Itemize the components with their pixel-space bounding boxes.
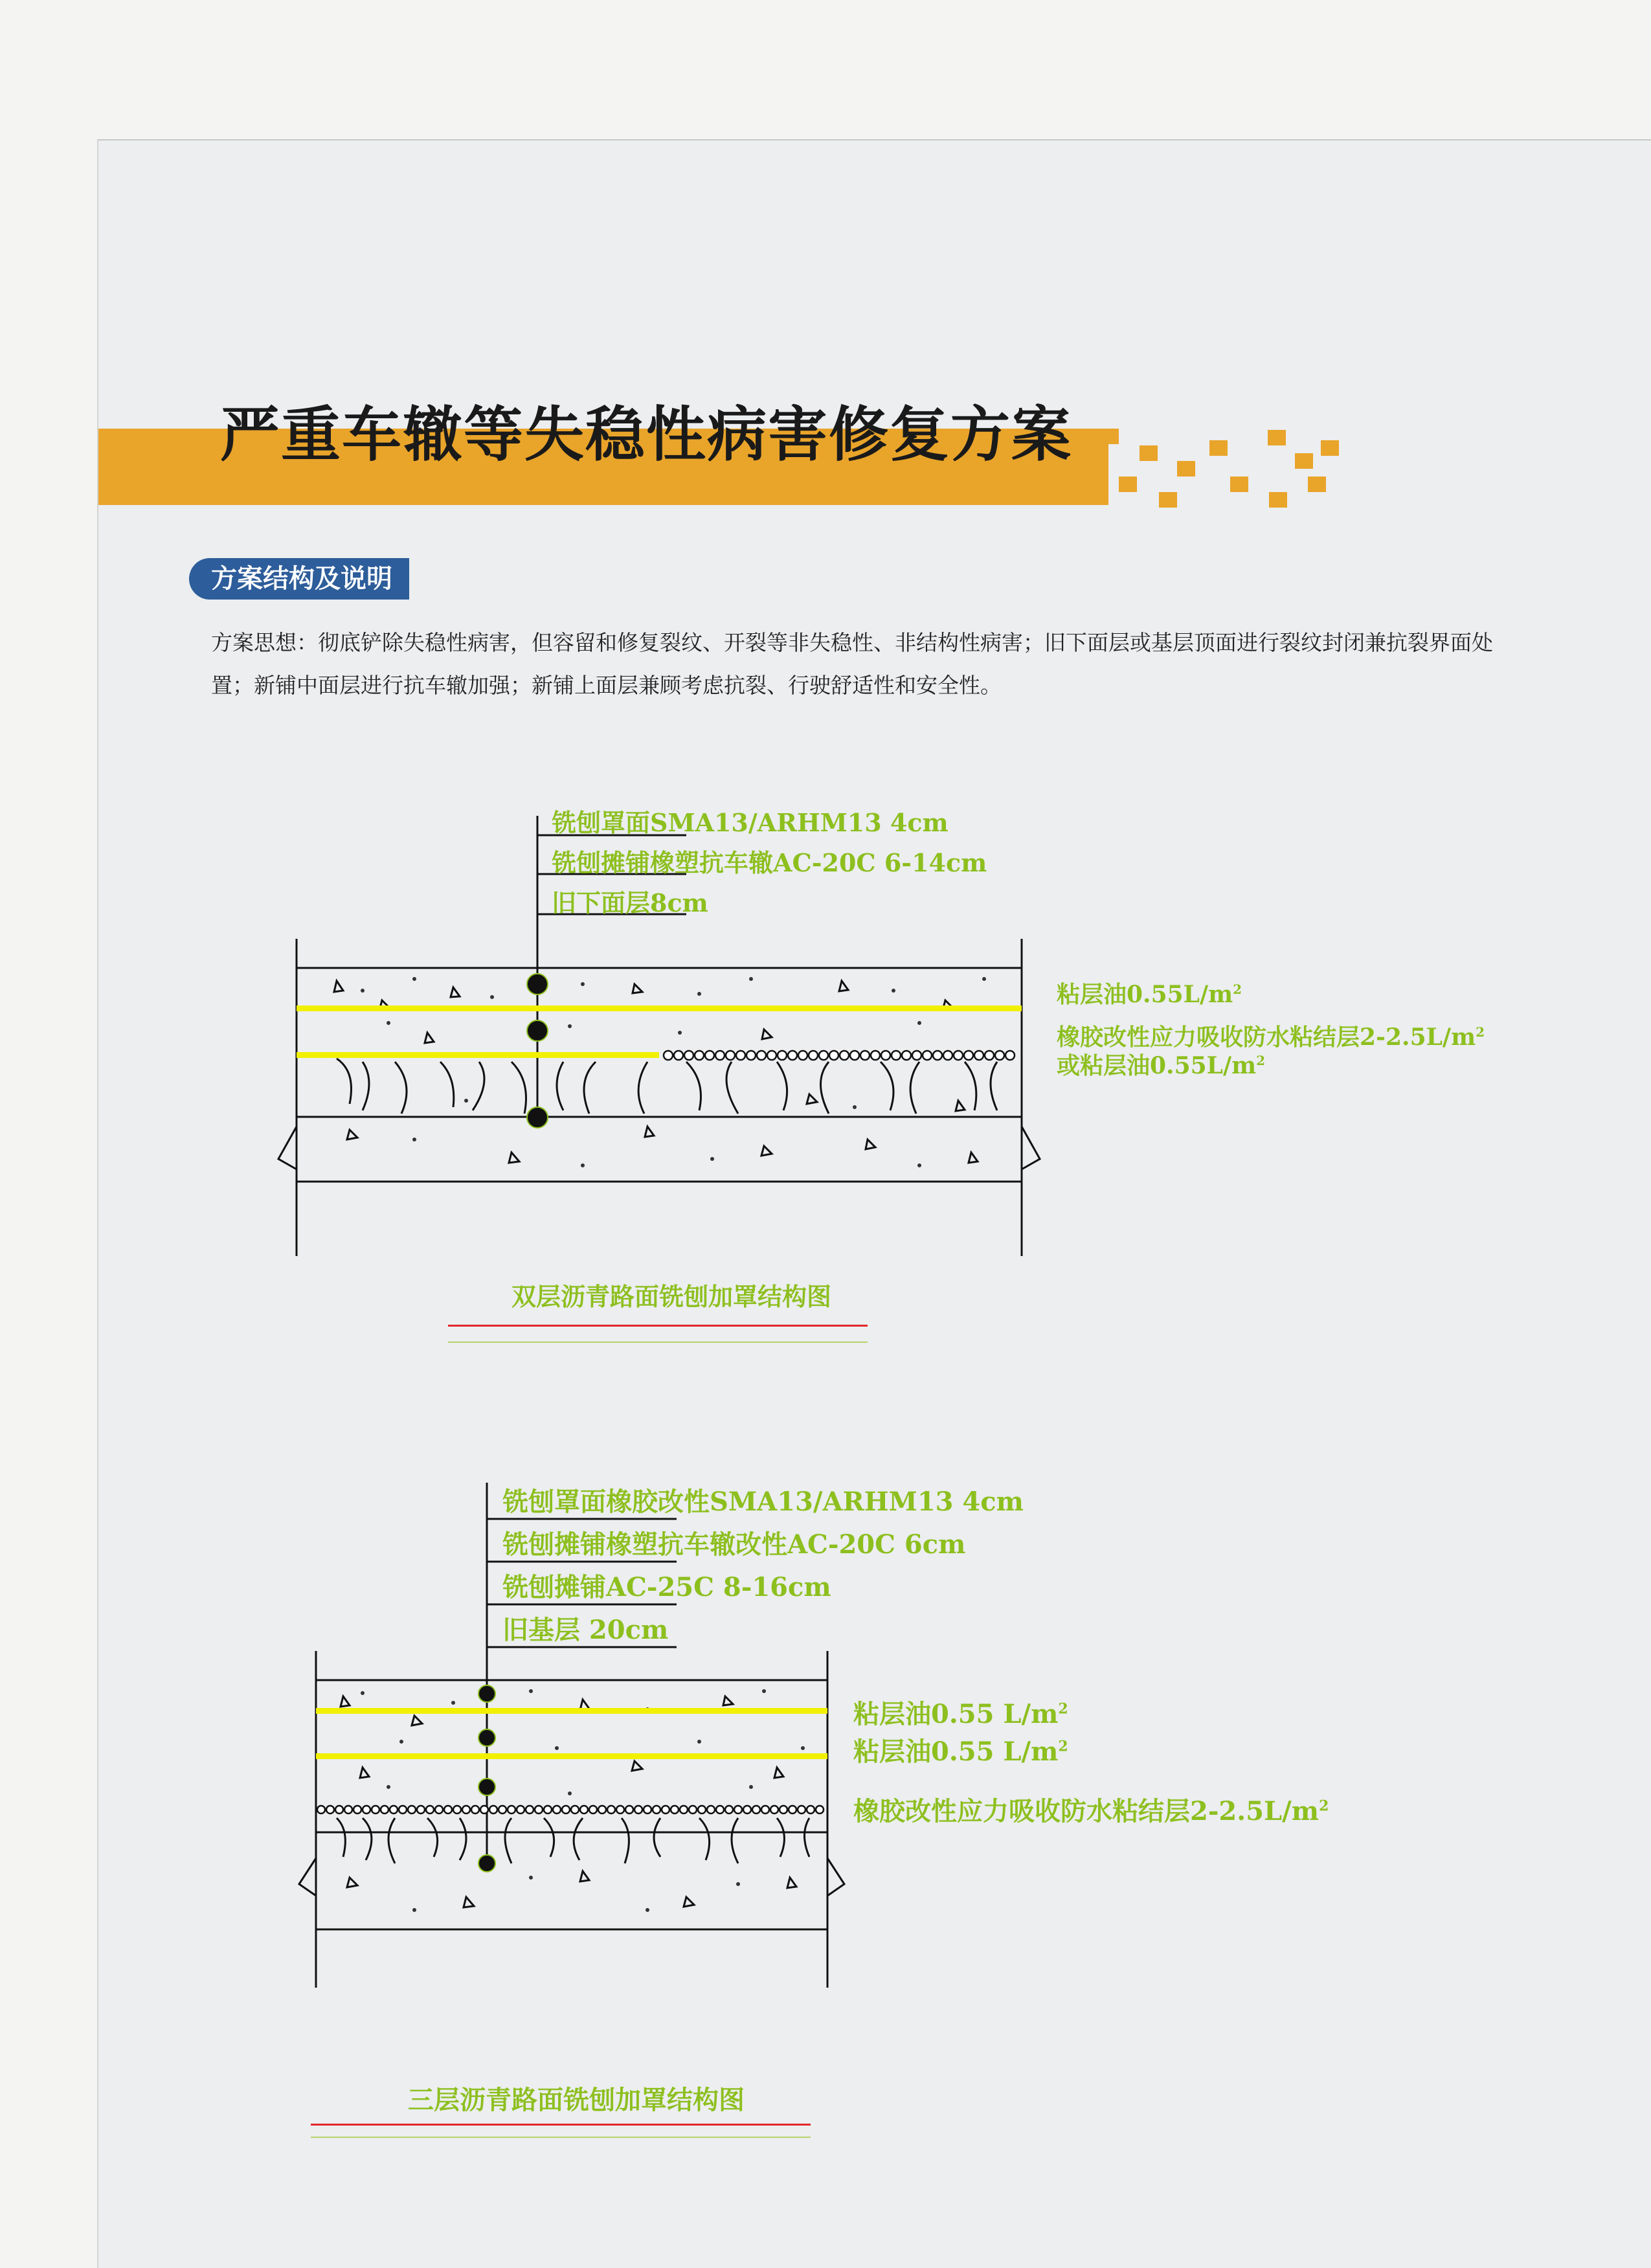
d1-caption: 双层沥青路面铣刨加罩结构图 bbox=[511, 1282, 832, 1311]
d2-caption-rule-green bbox=[311, 2137, 811, 2138]
d1-interface-label-1: 粘层油$0.55L/m^2$ bbox=[1057, 981, 1242, 1008]
page-title: 严重车辙等失稳性病害修复方案 bbox=[220, 400, 1073, 469]
d1-interface-label-2: 橡胶改性应力吸收防水粘结层$2-2.5L/m^2$ bbox=[1057, 1024, 1485, 1051]
d1-layer-label-2: 铣刨摊铺橡塑抗车辙AC-20C 6-14cm bbox=[552, 848, 987, 877]
section-label: 方案结构及说明 bbox=[189, 558, 409, 600]
description-text: 方案思想：彻底铲除失稳性病害，但容留和修复裂纹、开裂等非失稳性、非结构性病害；旧下面层或基层顶面进行裂纹封闭兼抗裂界面处置；新铺中面层进行抗车辙加强；新铺上面层兼顾考虑抗裂、行驶舒适性和安全性。 bbox=[211, 630, 1493, 698]
d2-caption-rule-red bbox=[311, 2124, 811, 2126]
d2-interface-label-2: 粘层油0.55 $L/m^2$ bbox=[853, 1736, 1068, 1767]
d2-layer-label-4: 旧基层 20cm bbox=[502, 1615, 669, 1645]
d2-caption: 三层沥青路面铣刨加罩结构图 bbox=[408, 2085, 745, 2115]
d2-layer-label-3: 铣刨摊铺AC-25C 8-16cm bbox=[502, 1572, 831, 1602]
d2-layer-label-2: 铣刨摊铺橡塑抗车辙改性AC-20C 6cm bbox=[502, 1529, 966, 1560]
d2-layer-label-1: 铣刨罩面橡胶改性SMA13/ARHM13 4cm bbox=[502, 1487, 1024, 1517]
d2-interface-label-1: 粘层油0.55 $L/m^2$ bbox=[853, 1699, 1068, 1729]
d2-interface-label-3: 橡胶改性应力吸收防水粘结层$2-2.5L/m^2$ bbox=[853, 1796, 1329, 1826]
d1-layer-label-3: 旧下面层8cm bbox=[552, 888, 708, 917]
d1-interface-label-3: 或粘层油$0.55L/m^2$ bbox=[1057, 1052, 1265, 1079]
d1-layer-label-1: 铣刨罩面SMA13/ARHM13 4cm bbox=[552, 808, 949, 837]
